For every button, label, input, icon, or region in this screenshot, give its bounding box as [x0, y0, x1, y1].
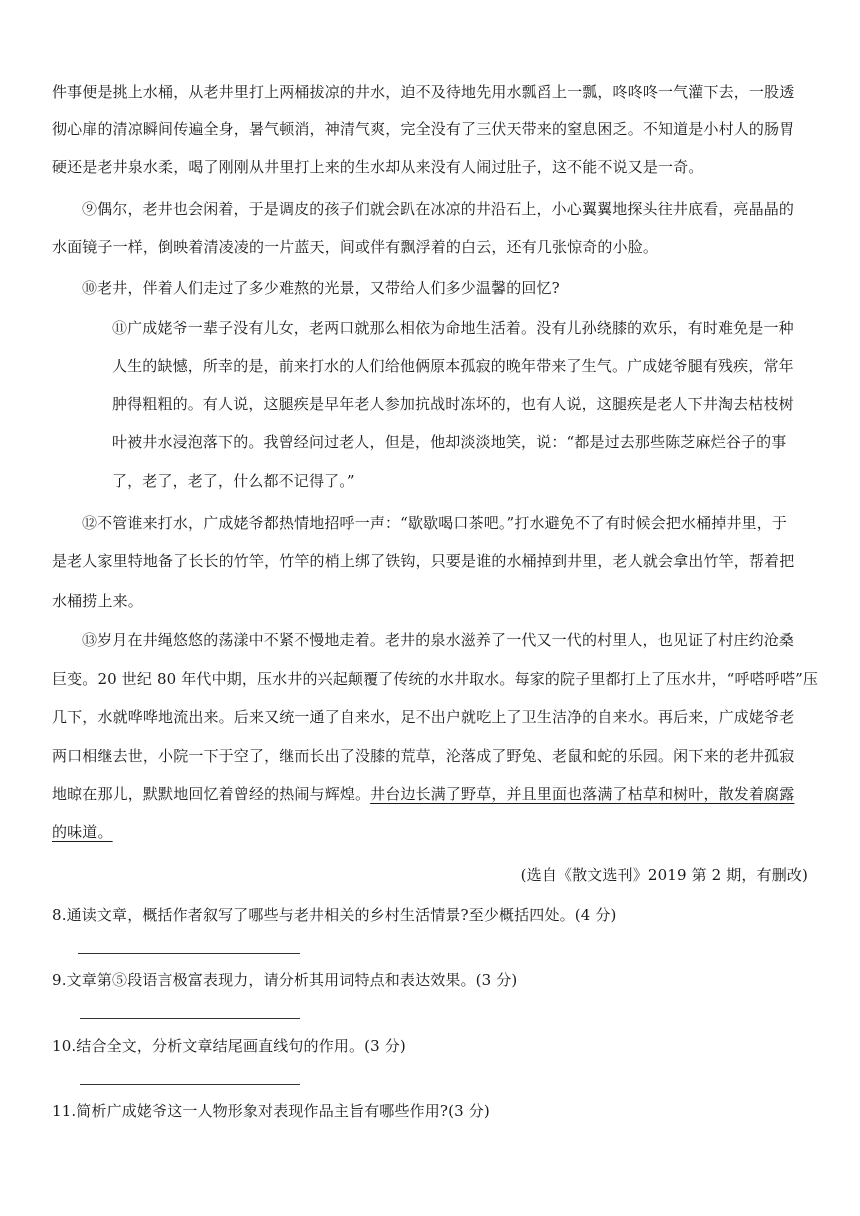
underlined-sentence: 井台边长满了野草，并且里面也落满了枯草和树叶，散发着腐露 — [370, 785, 795, 803]
paragraph-11-line: ⑪广成姥爷一辈子没有儿女，老两口就那么相依为命地生活着。没有儿孙绕膝的欢乐，有时难免是一种 — [112, 319, 794, 337]
paragraph-13-line: 几下，水就哗哗地流出来。后来又统一通了自来水，足不出户就吃上了卫生洁净的自来水。再后来，广成姥爷老 — [52, 708, 795, 726]
paragraph-13-text: 地晾在那儿，默默地回忆着曾经的热闹与辉煌。 — [52, 785, 371, 803]
paragraph-10-line: ⑩老井，伴着人们走过了多少难熬的光景，又带给人们多少温馨的回忆? — [82, 279, 560, 297]
paragraph-11-line: 肿得粗粗的。有人说，这腿疾是早年老人参加抗战时冻坏的，也有人说，这腿疾是老人下井淘去枯枝树 — [112, 395, 794, 413]
paragraph-11-line: 叶被井水浸泡落下的。我曾经问过老人，但是，他却淡淡地笑，说：“都是过去那些陈芝麻烂谷子的事 — [112, 433, 787, 451]
question-10: 10.结合全文，分析文章结尾画直线句的作用。(3 分) — [52, 1037, 406, 1055]
paragraph-12-line: 水桶捞上来。 — [52, 592, 143, 610]
paragraph-13-line: 两口相继去世，小院一下于空了，继而长出了没膝的荒草，沦落成了野兔、老鼠和蛇的乐园。闲下来的老井孤寂 — [52, 747, 795, 765]
paragraph-13-line — [52, 784, 794, 804]
paragraph-line: 件事便是挑上水桶，从老井里打上两桶拔凉的井水，迫不及待地先用水瓢舀上一瓢，咚咚咚一气灌下去，一股透 — [52, 83, 795, 101]
paragraph-12-line: ⑫不管谁来打水，广成姥爷都热情地招呼一声：“歇歇喝口茶吧。”打水避免不了有时候会把水桶掉井里，于 — [82, 514, 788, 532]
underlined-sentence: 的味道。 — [52, 823, 113, 841]
question-11: 11.简析广成姥爷这一人物形象对表现作品主旨有哪些作用?(3 分) — [52, 1102, 490, 1120]
question-8: 8.通读文章，概括作者叙写了哪些与老井相关的乡村生活情景?至少概括四处。(4 分) — [52, 906, 617, 924]
answer-line[interactable] — [78, 953, 300, 954]
answer-line[interactable] — [80, 1084, 300, 1085]
paragraph-13-line: ⑬岁月在井绳悠悠的荡漾中不紧不慢地走着。老井的泉水滋养了一代又一代的村里人，也见证了村庄约沧桑 — [82, 631, 795, 649]
question-9: 9.文章第⑤段语言极富表现力，请分析其用词特点和表达效果。(3 分) — [52, 971, 518, 989]
paragraph-line: 彻心扉的清凉瞬间传遍全身，暑气顿消，神清气爽，完全没有了三伏天带来的窒息困乏。不知道是小村人的肠胃 — [52, 120, 795, 138]
paragraph-line: 硬还是老井泉水柔，喝了刚刚从井里打上来的生水却从来没有人闹过肚子，这不能不说又是一奇。 — [52, 158, 704, 176]
source-citation: (选自《散文选刊》2019 第 2 期，有删改) — [520, 866, 808, 884]
paragraph-11-line: 了，老了，老了，什么都不记得了。” — [112, 472, 355, 490]
paragraph-9-line: ⑨偶尔，老井也会闲着，于是调皮的孩子们就会趴在冰凉的井沿石上，小心翼翼地探头往井底看，亮晶晶的 — [82, 200, 795, 218]
paragraph-9-line: 水面镜子一样，倒映着清凌凌的一片蓝天，间或伴有飘浮着的白云，还有几张惊奇的小脸。 — [52, 238, 659, 256]
paragraph-13-line — [52, 822, 113, 842]
paragraph-13-line: 巨变。20 世纪 80 年代中期，压水井的兴起颠覆了传统的水井取水。每家的院子里都打上了压水井，“呼嗒呼嗒”压 — [52, 670, 819, 688]
paragraph-11-line: 人生的缺憾，所幸的是，前来打水的人们给他俩原本孤寂的晚年带来了生气。广成姥爷腿有残疾，常年 — [112, 357, 794, 375]
paragraph-12-line: 是老人家里特地备了长长的竹竿，竹竿的梢上绑了铁钩，只要是谁的水桶掉到井里，老人就会拿出竹竿，帮着把 — [52, 552, 795, 570]
answer-line[interactable] — [80, 1018, 300, 1019]
